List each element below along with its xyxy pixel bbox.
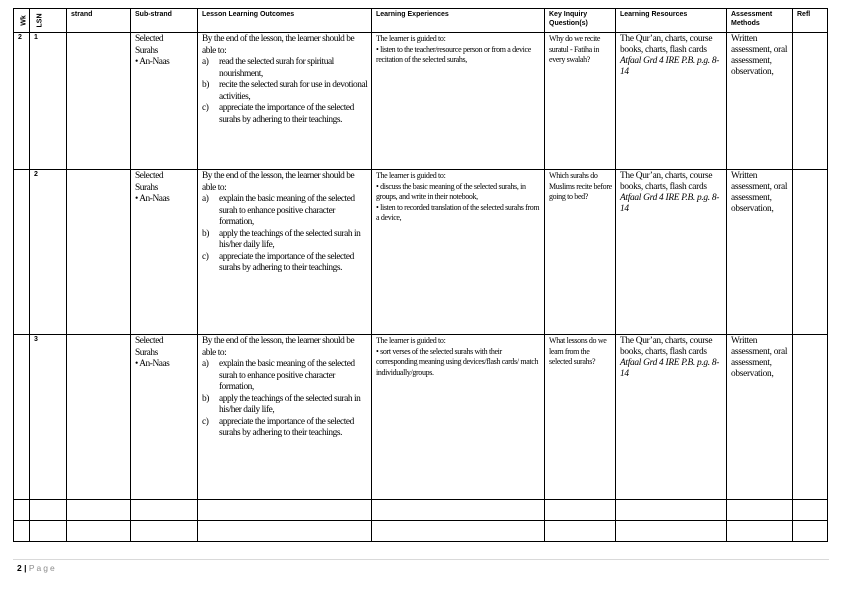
key-inquiry-cell: Why do we recite suratul - Fatiha in every swalah? bbox=[545, 33, 616, 170]
list-item: a) explain the basic meaning of the selected surah to enhance positive character formation, bbox=[202, 359, 355, 392]
list-item: c) appreciate the importance of the selected surahs by adhering to their teachings. bbox=[202, 416, 354, 438]
list-item: b) apply the teachings of the selected surah in his/her daily life, bbox=[202, 228, 361, 250]
footer-divider bbox=[13, 559, 829, 560]
week-cell: 2 bbox=[14, 33, 30, 170]
header-assessment-methods: Assessment Methods bbox=[727, 9, 793, 33]
header-reflection: Refl bbox=[793, 9, 828, 33]
learning-experiences-cell bbox=[372, 170, 545, 335]
list-item: a) explain the basic meaning of the selected surah to enhance positive character formation, bbox=[202, 194, 355, 227]
header-strand: strand bbox=[67, 9, 131, 33]
header-sub-strand: Sub-strand bbox=[131, 9, 198, 33]
outcomes-intro: By the end of the lesson, the learner should be able to: bbox=[202, 336, 355, 358]
sub-strand-line: Selected bbox=[135, 34, 164, 44]
header-key-inquiry: Key Inquiry Question(s) bbox=[545, 9, 616, 33]
page-footer bbox=[17, 563, 57, 573]
experience-line: The learner is guided to: bbox=[376, 336, 446, 345]
strand-cell bbox=[67, 335, 131, 500]
header-learning-experiences: Learning Experiences bbox=[372, 9, 545, 33]
key-inquiry-cell: Which surahs do Muslims recite before going to bed? bbox=[545, 170, 616, 335]
strand-cell bbox=[67, 33, 131, 170]
outcomes-intro: By the end of the lesson, the learner should be able to: bbox=[202, 171, 355, 193]
experience-line: • listen to recorded translation of the selected surahs from a device, bbox=[376, 202, 540, 222]
learning-outcomes-cell bbox=[198, 335, 372, 500]
scheme-of-work-table bbox=[13, 8, 828, 542]
header-learning-outcomes: Lesson Learning Outcomes bbox=[198, 9, 372, 33]
list-item: b) recite the selected surah for use in devotional activities, bbox=[202, 80, 368, 102]
reflection-cell bbox=[793, 33, 828, 170]
sub-strand-line: Selected bbox=[135, 336, 164, 346]
sub-strand-line: • An-Naas bbox=[135, 359, 170, 369]
sub-strand-line: Surahs bbox=[135, 347, 158, 358]
lesson-number-cell: 2 bbox=[30, 170, 67, 335]
experience-line: The learner is guided to: bbox=[376, 171, 446, 180]
assessment-methods-cell: Written assessment, oral assessment, observation, bbox=[727, 33, 793, 170]
sub-strand-cell bbox=[131, 170, 198, 335]
outcomes-intro: By the end of the lesson, the learner should be able to: bbox=[202, 34, 355, 56]
header-lesson-number: LSN bbox=[30, 9, 67, 33]
assessment-methods-cell: Written assessment, oral assessment, observation, bbox=[727, 170, 793, 335]
list-item: c) appreciate the importance of the selected surahs by adhering to their teachings. bbox=[202, 251, 354, 273]
resources-reference: Atfaal Grd 4 IRE P.B. p.g. 8-14 bbox=[620, 358, 720, 379]
learning-outcomes-cell bbox=[198, 33, 372, 170]
reflection-cell bbox=[793, 170, 828, 335]
footer-separator: | bbox=[24, 563, 27, 573]
page-number: 2 bbox=[17, 563, 22, 573]
list-item: a) read the selected surah for spiritual nourishment, bbox=[202, 57, 334, 79]
learning-experiences-cell bbox=[372, 33, 545, 170]
resources-reference: Atfaal Grd 4 IRE P.B. p.g. 8-14 bbox=[620, 56, 720, 77]
week-cell bbox=[14, 335, 30, 500]
table-row bbox=[14, 33, 828, 170]
empty-table-row bbox=[14, 521, 828, 542]
reflection-cell bbox=[793, 335, 828, 500]
experience-line: • sort verses of the selected surahs with their corresponding meaning using devices/flash cards/ match individually/groups. bbox=[376, 346, 539, 377]
outcomes-list bbox=[202, 359, 368, 440]
learning-outcomes-cell bbox=[198, 170, 372, 335]
learning-resources-cell bbox=[616, 170, 727, 335]
learning-resources-cell bbox=[616, 335, 727, 500]
sub-strand-line: • An-Naas bbox=[135, 57, 170, 67]
experience-line: The learner is guided to: bbox=[376, 34, 446, 43]
experience-line: • listen to the teacher/resource person or from a device recitation of the selected surahs, bbox=[376, 44, 531, 64]
learning-resources-cell bbox=[616, 33, 727, 170]
sub-strand-cell bbox=[131, 33, 198, 170]
header-learning-resources: Learning Resources bbox=[616, 9, 727, 33]
learning-experiences-cell bbox=[372, 335, 545, 500]
resources-text: The Qur’an, charts, course books, charts, flash cards bbox=[620, 34, 713, 55]
sub-strand-line: Selected bbox=[135, 171, 164, 181]
list-item: c) appreciate the importance of the selected surahs by adhering to their teachings. bbox=[202, 103, 354, 125]
resources-reference: Atfaal Grd 4 IRE P.B. p.g. 8-14 bbox=[620, 193, 720, 214]
experience-line: • discuss the basic meaning of the selected surahs, in groups, and write in their notebook, bbox=[376, 181, 526, 201]
resources-text: The Qur’an, charts, course books, charts, flash cards bbox=[620, 336, 713, 357]
sub-strand-cell bbox=[131, 335, 198, 500]
outcomes-list bbox=[202, 57, 368, 126]
page-label: Page bbox=[28, 563, 57, 573]
outcomes-list bbox=[202, 194, 368, 275]
lesson-number-cell: 1 bbox=[30, 33, 67, 170]
list-item: b) apply the teachings of the selected surah in his/her daily life, bbox=[202, 393, 361, 415]
key-inquiry-cell: What lessons do we learn from the selected surahs? bbox=[545, 335, 616, 500]
sub-strand-line: Surahs bbox=[135, 45, 158, 56]
header-row bbox=[14, 9, 828, 33]
strand-cell bbox=[67, 170, 131, 335]
sub-strand-line: • An-Naas bbox=[135, 194, 170, 204]
header-week: Wk bbox=[14, 9, 30, 33]
lesson-number-cell: 3 bbox=[30, 335, 67, 500]
week-cell bbox=[14, 170, 30, 335]
assessment-methods-cell: Written assessment, oral assessment, observation, bbox=[727, 335, 793, 500]
table-row bbox=[14, 335, 828, 500]
resources-text: The Qur’an, charts, course books, charts, flash cards bbox=[620, 171, 713, 192]
empty-table-row bbox=[14, 500, 828, 521]
table-row bbox=[14, 170, 828, 335]
sub-strand-line: Surahs bbox=[135, 182, 158, 193]
